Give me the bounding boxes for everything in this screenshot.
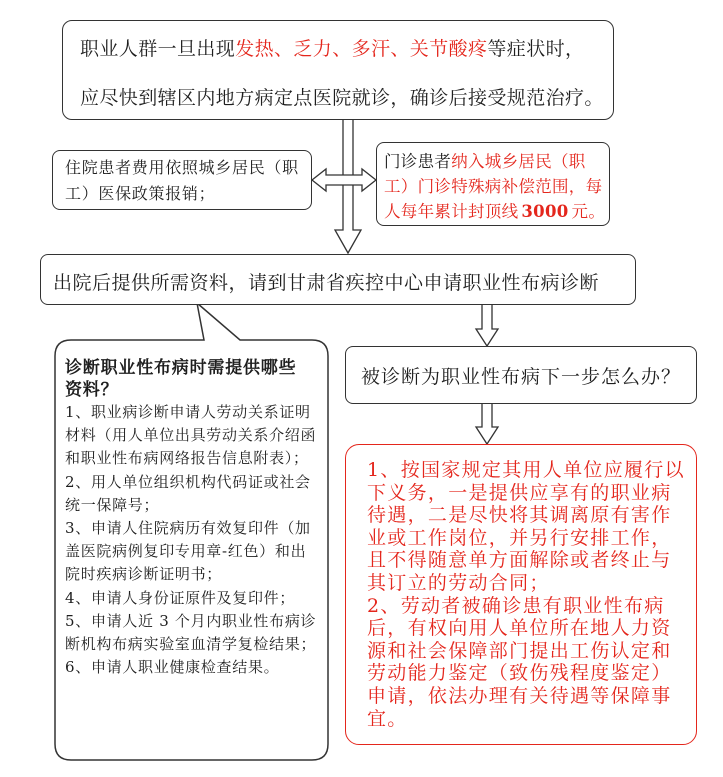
symptoms-list: 发热、乏力、多汗、关节酸疼 bbox=[235, 38, 488, 60]
arrow-down-discharge-to-question bbox=[476, 303, 498, 346]
materials-item-line: 4、申请人身份证原件及复印件； bbox=[65, 588, 296, 607]
materials-item-line: 1、职业病诊断申请人劳动关系证明 bbox=[65, 403, 311, 421]
outpatient-line-1 bbox=[384, 151, 586, 173]
outpatient-line-3 bbox=[384, 201, 605, 223]
arrow-down-question-to-next-steps bbox=[476, 402, 498, 444]
materials-item-line: 材料（用人单位出具劳动关系介绍函 bbox=[65, 426, 317, 445]
materials-item-line: 6、申请人职业健康检查结果。 bbox=[65, 658, 280, 677]
next-steps-line: 2、劳动者被确诊患有职业性布病 bbox=[367, 594, 665, 617]
materials-item-1 bbox=[65, 401, 323, 471]
next-steps-line: 宜。 bbox=[367, 707, 408, 730]
inpatient-reimbursement-box bbox=[52, 150, 312, 210]
symptoms-intro: 职业人群一旦出现 bbox=[80, 38, 236, 60]
next-steps-item-1 bbox=[367, 459, 685, 595]
next-steps-text bbox=[367, 459, 685, 730]
materials-item-line: 盖医院病例复印专用章-红色）和出 bbox=[65, 542, 307, 561]
materials-item-2 bbox=[65, 471, 323, 517]
materials-item-4 bbox=[65, 587, 323, 610]
next-steps-line: 待遇，二是尽快将其调离原有害作 bbox=[367, 504, 672, 527]
materials-title-line: 诊断职业性布病时需提供哪些 bbox=[65, 358, 297, 378]
outpatient-highlight: 纳入城乡居民（职 bbox=[451, 152, 586, 171]
materials-item-line: 和职业性布病网络报告信息附表）； bbox=[65, 449, 309, 468]
materials-item-line: 2、用人单位组织机构代码证或社会 bbox=[65, 472, 311, 491]
discharge-text: 出院后提供所需资料，请到甘肃省疾控中心申请职业性布病诊断 bbox=[53, 272, 600, 294]
next-steps-line: 其订立的劳动合同； bbox=[367, 571, 550, 594]
next-steps-line: 申请，依法办理有关待遇等保障事 bbox=[367, 684, 672, 707]
next-steps-line: 后，有权向用人单位所在地人力资 bbox=[367, 617, 672, 640]
next-steps-line: 且不得随意单方面解除或者终止与 bbox=[367, 549, 672, 572]
materials-item-line: 3、申请人住院病历有效复印件（加 bbox=[65, 519, 311, 538]
next-steps-line: 业或工作岗位，并另行安排工作， bbox=[367, 526, 672, 549]
outpatient-cap-amount: 3000 bbox=[521, 202, 569, 221]
next-steps-line: 下义务，一是提供应享有的职业病 bbox=[367, 481, 672, 504]
materials-item-line: 断机构布病实验室血清学复检结果； bbox=[65, 635, 317, 654]
next-steps-item-2 bbox=[367, 595, 685, 731]
next-steps-question-box bbox=[345, 346, 697, 404]
next-steps-question: 被诊断为职业性布病下一步怎么办？ bbox=[361, 366, 682, 388]
inpatient-line: 工）医保政策报销； bbox=[65, 184, 216, 203]
materials-item-6 bbox=[65, 656, 323, 679]
materials-title-line: 资料？ bbox=[65, 380, 119, 400]
symptoms-suffix: 等症状时， bbox=[487, 38, 585, 60]
outpatient-cap-unit: 元。 bbox=[571, 202, 606, 221]
materials-item-5 bbox=[65, 610, 323, 656]
outpatient-lead: 门诊患者 bbox=[384, 152, 452, 171]
symptoms-line-2: 应尽快到辖区内地方病定点医院就诊，确诊后接受规范治疗。 bbox=[80, 87, 604, 109]
next-steps-line: 1、按国家规定其用人单位应履行以 bbox=[367, 459, 685, 481]
symptoms-box bbox=[62, 20, 614, 120]
materials-item-3 bbox=[65, 517, 323, 587]
inpatient-line: 住院患者费用依照城乡居民（职 bbox=[65, 158, 299, 177]
materials-callout bbox=[65, 357, 323, 679]
discharge-diagnosis-box bbox=[40, 254, 636, 305]
materials-item-line: 统一保障号； bbox=[65, 495, 160, 514]
next-steps-line: 劳动能力鉴定（致伤残程度鉴定） bbox=[367, 662, 672, 685]
materials-item-line: 5、申请人近 3 个月内职业性布病诊 bbox=[65, 611, 317, 630]
next-steps-box bbox=[345, 444, 697, 745]
next-steps-line: 源和社会保障部门提出工伤认定和 bbox=[367, 639, 672, 662]
symptoms-line-1 bbox=[80, 36, 584, 62]
outpatient-line-2: 工）门诊特殊病补偿范围，每 bbox=[384, 177, 603, 196]
outpatient-cap-text: 人每年累计封顶线 bbox=[384, 202, 519, 221]
materials-item-line: 院时疾病诊断证明书； bbox=[65, 565, 223, 584]
outpatient-compensation-box bbox=[376, 142, 610, 226]
